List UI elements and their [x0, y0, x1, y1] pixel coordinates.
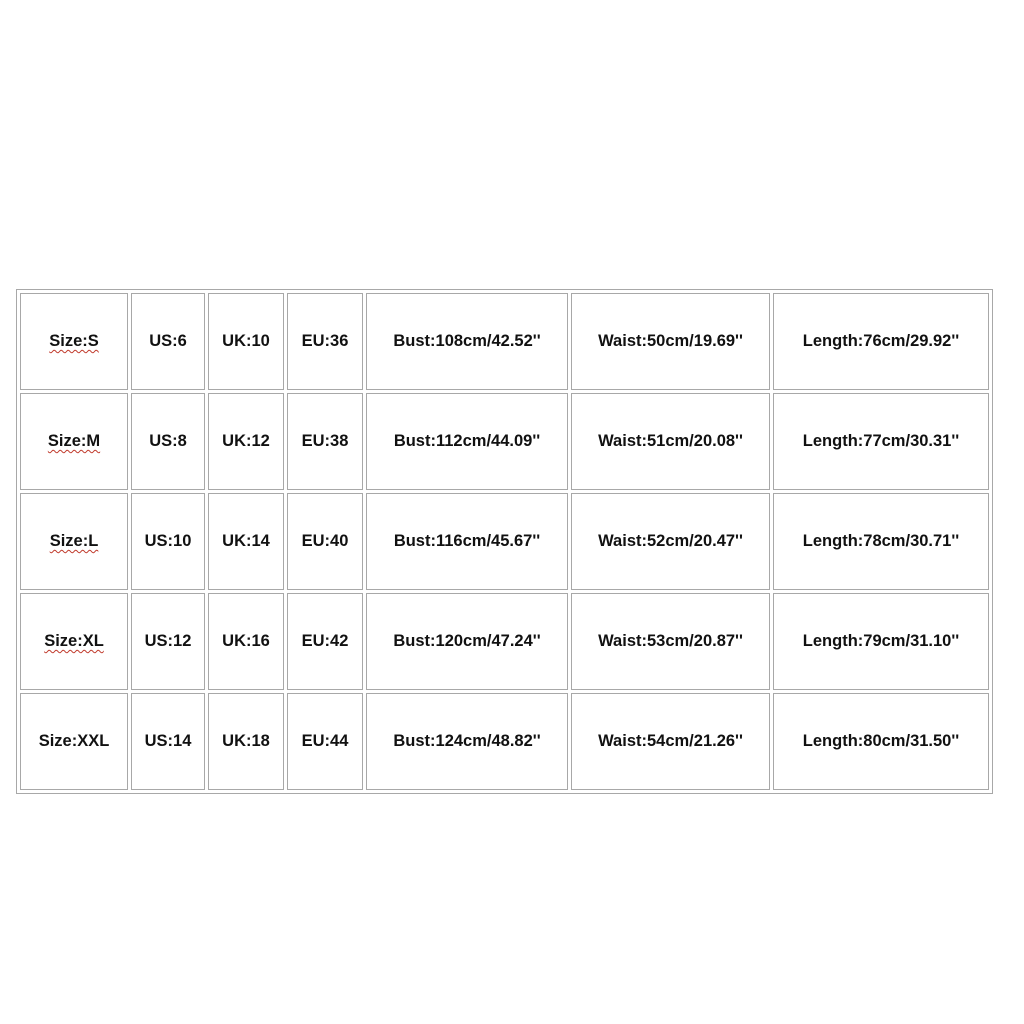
uk-size-cell: UK:16	[208, 593, 284, 690]
length-cell: Length:76cm/29.92''	[773, 293, 989, 390]
waist-cell: Waist:53cm/20.87''	[571, 593, 770, 690]
us-size-cell: US:10	[131, 493, 205, 590]
uk-size-cell: UK:10	[208, 293, 284, 390]
eu-size-cell: EU:44	[287, 693, 363, 790]
size-cell	[20, 393, 128, 490]
size-label: Size:XXL	[38, 732, 110, 750]
length-cell: Length:80cm/31.50''	[773, 693, 989, 790]
bust-cell: Bust:124cm/48.82''	[366, 693, 568, 790]
uk-size-cell: UK:18	[208, 693, 284, 790]
us-size-cell: US:8	[131, 393, 205, 490]
table-row	[20, 593, 989, 690]
size-cell	[20, 593, 128, 690]
length-cell: Length:78cm/30.71''	[773, 493, 989, 590]
length-cell: Length:77cm/30.31''	[773, 393, 989, 490]
eu-size-cell: EU:38	[287, 393, 363, 490]
table-row	[20, 293, 989, 390]
size-cell	[20, 293, 128, 390]
eu-size-cell: EU:42	[287, 593, 363, 690]
us-size-cell: US:12	[131, 593, 205, 690]
us-size-cell: US:6	[131, 293, 205, 390]
size-label: Size:XL	[44, 632, 104, 650]
size-label: Size:L	[49, 532, 99, 550]
table-row	[20, 693, 989, 790]
size-chart-table	[16, 289, 993, 794]
waist-cell: Waist:50cm/19.69''	[571, 293, 770, 390]
uk-size-cell: UK:12	[208, 393, 284, 490]
waist-cell: Waist:54cm/21.26''	[571, 693, 770, 790]
size-label: Size:S	[49, 332, 99, 350]
table-row	[20, 393, 989, 490]
bust-cell: Bust:108cm/42.52''	[366, 293, 568, 390]
size-cell	[20, 693, 128, 790]
size-label: Size:M	[47, 432, 101, 450]
waist-cell: Waist:51cm/20.08''	[571, 393, 770, 490]
size-cell	[20, 493, 128, 590]
bust-cell: Bust:116cm/45.67''	[366, 493, 568, 590]
length-cell: Length:79cm/31.10''	[773, 593, 989, 690]
eu-size-cell: EU:40	[287, 493, 363, 590]
waist-cell: Waist:52cm/20.47''	[571, 493, 770, 590]
eu-size-cell: EU:36	[287, 293, 363, 390]
bust-cell: Bust:112cm/44.09''	[366, 393, 568, 490]
table-row	[20, 493, 989, 590]
us-size-cell: US:14	[131, 693, 205, 790]
uk-size-cell: UK:14	[208, 493, 284, 590]
bust-cell: Bust:120cm/47.24''	[366, 593, 568, 690]
